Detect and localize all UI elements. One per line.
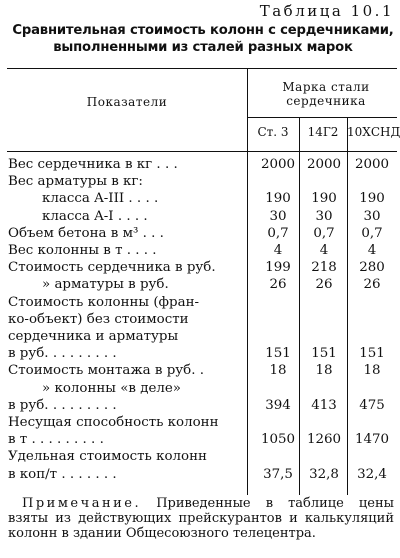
table-row	[7, 313, 397, 326]
comparison-table	[7, 68, 400, 495]
table-row	[7, 296, 397, 309]
row-label: Вес сердечника в кг . . .	[8, 157, 178, 172]
table-row	[7, 210, 397, 223]
row-label: » колонны «в деле»	[42, 380, 181, 396]
row-value: 0,7	[267, 225, 289, 241]
row-value: 0,7	[313, 225, 335, 241]
table-row	[7, 278, 397, 291]
row-value: 18	[315, 363, 333, 379]
row-value: 475	[359, 397, 385, 413]
table-row	[7, 330, 397, 343]
row-label: Удельная стоимость колонн	[8, 449, 207, 465]
row-label: Стоимость монтажа в руб. .	[8, 363, 205, 379]
table-row	[7, 364, 397, 377]
row-label: Объем бетона в м³ . . .	[8, 225, 164, 241]
table-row	[7, 416, 397, 429]
row-value: 151	[311, 346, 337, 362]
row-value: 151	[359, 346, 385, 362]
row-value: 1260	[306, 432, 342, 448]
row-label: Стоимость колонны (фран-	[8, 294, 200, 310]
row-value: 4	[367, 243, 377, 258]
row-value: 30	[315, 208, 333, 224]
row-value: 4	[319, 243, 329, 258]
row-value: 413	[311, 397, 337, 413]
note-text: Приведенные в таблице цены взяты из действующих прейскурантов и калькуляций колонн в здании Общесоюзного телецентра.	[8, 496, 394, 541]
row-value: 394	[265, 397, 291, 413]
table-caption: Сравнительная стоимость колонн с сердечниками, выполненными из сталей разных марок	[12, 23, 394, 55]
row-label: в коп/т . . . . . . .	[8, 466, 117, 482]
row-value: 2000	[306, 157, 342, 172]
table-row	[7, 399, 397, 412]
row-value: 0,7	[361, 225, 383, 241]
row-label: в руб. . . . . . . . .	[8, 346, 117, 362]
row-value: 218	[311, 260, 337, 276]
table-number: Таблица 10.1	[259, 2, 394, 20]
row-label: класса A-I . . . .	[42, 208, 148, 224]
row-label: Несущая способность колонн	[8, 415, 219, 430]
column-header-st3: Ст. 3	[257, 125, 289, 139]
row-value: 2000	[260, 157, 296, 172]
row-value: 37,5	[263, 466, 293, 482]
row-value: 190	[311, 191, 337, 207]
table-row	[7, 158, 397, 171]
table-row	[7, 468, 397, 481]
row-value: 1470	[354, 432, 390, 448]
row-label: Вес колонны в т . . . .	[8, 243, 157, 258]
row-value: 30	[363, 208, 381, 224]
row-label: ко-объект) без стоимости	[8, 311, 189, 327]
column-header-10hsnd: 10ХСНД	[347, 125, 400, 139]
row-label: Вес арматуры в кг:	[8, 174, 143, 190]
row-value: 199	[265, 260, 291, 276]
table-row	[7, 175, 397, 188]
steel-grade-header: Марка стали сердечника	[282, 80, 370, 108]
header-subdivider	[247, 117, 397, 118]
row-value: 18	[269, 363, 287, 379]
row-value: 32,8	[309, 466, 339, 482]
row-label: сердечника и арматуры	[8, 329, 179, 344]
table-row	[7, 227, 397, 240]
row-value: 18	[363, 363, 381, 379]
table-row	[7, 433, 397, 446]
row-value: 26	[363, 277, 381, 293]
row-value: 190	[265, 191, 291, 207]
table-row	[7, 261, 397, 274]
table-row	[7, 347, 397, 360]
row-value: 2000	[354, 157, 390, 172]
row-label: в руб. . . . . . . . .	[8, 397, 117, 413]
row-value: 4	[273, 243, 283, 258]
row-value: 280	[359, 260, 385, 276]
row-label: класса A-III . . . .	[42, 191, 159, 207]
column-header-14g2: 14Г2	[307, 125, 339, 139]
indicator-header: Показатели	[86, 95, 168, 109]
table-row	[7, 244, 397, 257]
header-bottom-rule	[7, 151, 397, 152]
row-label: » арматуры в руб.	[42, 277, 169, 293]
row-value: 1050	[260, 432, 296, 448]
row-value: 26	[269, 277, 287, 293]
row-label: в т . . . . . . . . .	[8, 432, 104, 448]
table-row	[7, 382, 397, 395]
row-label: Стоимость сердечника в руб.	[8, 260, 216, 276]
note-lead: Примечание.	[22, 496, 142, 511]
table-row	[7, 450, 397, 463]
row-value: 26	[315, 277, 333, 293]
row-value: 190	[359, 191, 385, 207]
row-value: 32,4	[357, 466, 387, 482]
row-value: 30	[269, 208, 287, 224]
table-note	[8, 496, 394, 541]
table-row	[7, 192, 397, 205]
row-value: 151	[265, 346, 291, 362]
